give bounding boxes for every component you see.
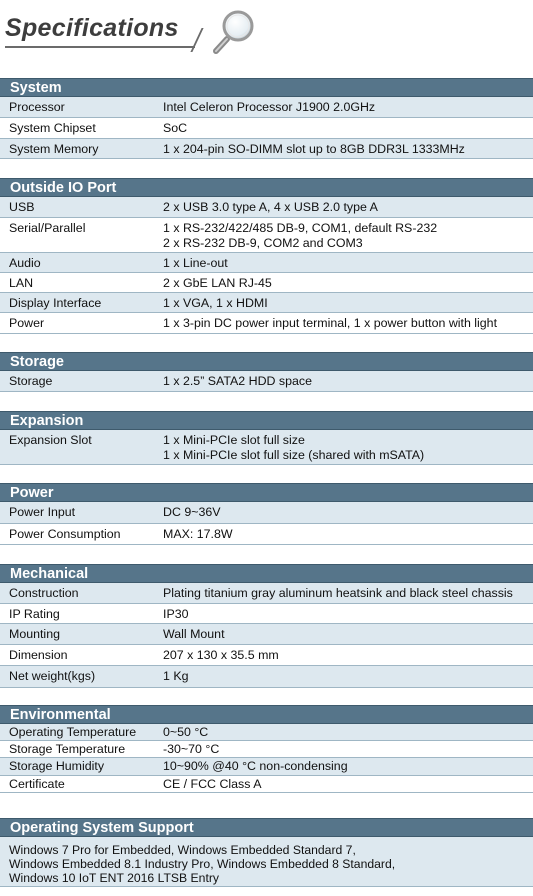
spec-label: Operating Temperature — [9, 725, 137, 739]
spec-value — [163, 725, 533, 740]
spec-value-line: 1 x Line-out — [163, 256, 228, 270]
spec-row — [0, 583, 533, 604]
section-3 — [0, 411, 533, 465]
spec-row — [0, 524, 533, 545]
spec-value — [163, 627, 533, 644]
spec-value-line: 2 x USB 3.0 type A, 4 x USB 2.0 type A — [163, 200, 378, 214]
spec-value — [163, 121, 533, 138]
spec-value — [163, 777, 533, 792]
spec-label: Storage Temperature — [9, 742, 126, 756]
spec-label: Dimension — [9, 648, 68, 662]
spec-label: IP Rating — [9, 607, 60, 621]
spec-value-line: IP30 — [163, 607, 189, 621]
page-header — [0, 0, 533, 70]
spec-label: Mounting — [9, 627, 60, 641]
spec-value-line: 207 x 130 x 35.5 mm — [163, 648, 279, 662]
spec-label: Display Interface — [9, 296, 102, 310]
spec-label: Certificate — [9, 777, 65, 791]
spec-value-line: 1 x VGA, 1 x HDMI — [163, 296, 268, 310]
spec-row — [0, 604, 533, 624]
section-title: Expansion — [0, 411, 533, 430]
spec-row — [0, 741, 533, 758]
spec-value — [163, 276, 533, 292]
spec-value — [163, 316, 533, 333]
spec-value — [163, 100, 533, 117]
spec-value-line: Intel Celeron Processor J1900 2.0GHz — [163, 100, 376, 114]
section-title: System — [0, 78, 533, 97]
spec-value — [163, 296, 533, 312]
spec-label: Serial/Parallel — [9, 221, 86, 235]
spec-value-line: 1 x Mini-PCIe slot full size (shared with mSATA) — [163, 448, 425, 462]
spec-row — [0, 253, 533, 273]
spec-label: Power — [9, 316, 45, 330]
spec-value — [163, 742, 533, 757]
spec-value — [163, 586, 533, 603]
spec-value-line: DC 9~36V — [163, 505, 221, 519]
spec-value-line: 1 x 3-pin DC power input terminal, 1 x power button with light — [163, 316, 498, 330]
magnifier-icon — [212, 8, 256, 54]
spec-value-line: 10~90% @40 °C non-condensing — [163, 759, 348, 773]
spec-label: System Memory — [9, 142, 99, 156]
spec-value — [163, 256, 533, 272]
spec-value — [163, 200, 533, 217]
spec-label: Power Input — [9, 505, 76, 519]
spec-row — [0, 758, 533, 776]
spec-value-line: Plating titanium gray aluminum heatsink and black steel chassis — [163, 586, 513, 600]
spec-row — [0, 218, 533, 253]
spec-value — [163, 221, 533, 252]
spec-value — [163, 142, 533, 158]
os-support-text — [0, 837, 533, 887]
spec-value-line: MAX: 17.8W — [163, 527, 233, 541]
spec-value-line: Wall Mount — [163, 627, 225, 641]
section-4 — [0, 483, 533, 545]
spec-value — [163, 648, 533, 665]
spec-row — [0, 666, 533, 688]
spec-row — [0, 139, 533, 159]
spec-value-line: 2 x RS-232 DB-9, COM2 and COM3 — [163, 236, 363, 250]
spec-value-line: 0~50 °C — [163, 725, 209, 739]
section-1 — [0, 178, 533, 334]
title-slash — [190, 28, 203, 52]
spec-label: Construction — [9, 586, 79, 600]
spec-row — [0, 776, 533, 793]
spec-row — [0, 293, 533, 313]
spec-label: USB — [9, 200, 35, 214]
spec-label: Power Consumption — [9, 527, 121, 541]
section-7 — [0, 818, 533, 887]
spec-label: Expansion Slot — [9, 433, 92, 447]
spec-value-line: SoC — [163, 121, 188, 135]
spec-value-line: 1 x Mini-PCIe slot full size — [163, 433, 305, 447]
spec-value — [163, 433, 533, 464]
os-support-line: Windows 10 IoT ENT 2016 LTSB Entry — [9, 871, 219, 885]
spec-label: System Chipset — [9, 121, 96, 135]
spec-value — [163, 374, 533, 391]
page-title: Specifications — [5, 14, 179, 42]
spec-value-line: 1 Kg — [163, 669, 189, 683]
spec-value-line: 2 x GbE LAN RJ-45 — [163, 276, 272, 290]
spec-row — [0, 502, 533, 524]
section-6 — [0, 705, 533, 793]
spec-value — [163, 607, 533, 623]
spec-row — [0, 371, 533, 392]
spec-value-line: 1 x 204-pin SO-DIMM slot up to 8GB DDR3L 1333MHz — [163, 142, 465, 156]
title-underline — [5, 46, 195, 48]
section-title: Storage — [0, 352, 533, 371]
spec-row — [0, 197, 533, 218]
os-support-line: Windows 7 Pro for Embedded, Windows Embedded Standard 7, — [9, 843, 356, 857]
section-title: Environmental — [0, 705, 533, 724]
spec-row — [0, 645, 533, 666]
spec-row — [0, 624, 533, 645]
spec-row — [0, 118, 533, 139]
spec-value-line: -30~70 °C — [163, 742, 220, 756]
spec-row — [0, 313, 533, 334]
section-0 — [0, 78, 533, 159]
section-title: Outside IO Port — [0, 178, 533, 197]
spec-label: Audio — [9, 256, 41, 270]
spec-value — [163, 669, 533, 687]
section-title: Operating System Support — [0, 818, 533, 837]
os-support-line: Windows Embedded 8.1 Industry Pro, Windows Embedded 8 Standard, — [9, 857, 396, 871]
section-5 — [0, 564, 533, 688]
spec-value-line: CE / FCC Class A — [163, 777, 262, 791]
spec-row — [0, 430, 533, 465]
spec-label: Storage Humidity — [9, 759, 105, 773]
spec-label: LAN — [9, 276, 34, 290]
section-title: Power — [0, 483, 533, 502]
spec-row — [0, 97, 533, 118]
spec-value — [163, 527, 533, 544]
spec-label: Storage — [9, 374, 53, 388]
spec-label: Net weight(kgs) — [9, 669, 96, 683]
spec-row — [0, 724, 533, 741]
spec-value — [163, 505, 533, 523]
section-title: Mechanical — [0, 564, 533, 583]
spec-value-line: 1 x RS-232/422/485 DB-9, COM1, default RS-232 — [163, 221, 438, 235]
section-2 — [0, 352, 533, 392]
spec-label: Processor — [9, 100, 65, 114]
spec-value-line: 1 x 2.5” SATA2 HDD space — [163, 374, 312, 388]
spec-value — [163, 759, 533, 775]
spec-row — [0, 273, 533, 293]
